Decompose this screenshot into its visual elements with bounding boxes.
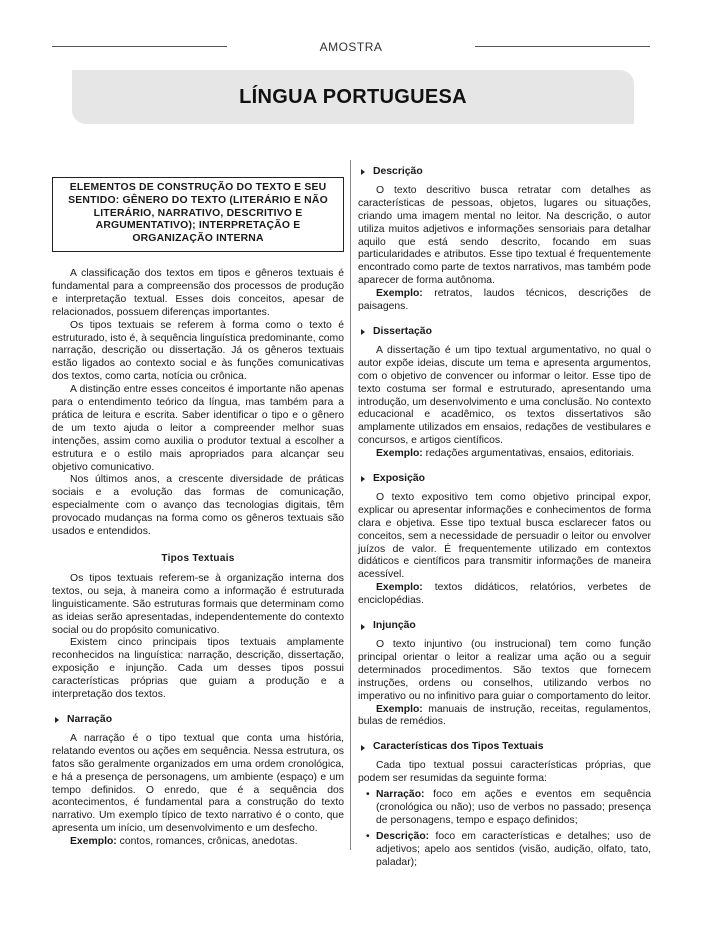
example-text: retratos, laudos técnicos, descrições de paisagens. [358, 288, 651, 313]
dissertacao-paragraph: A dissertação é um tipo textual argumentativo, no qual o autor expõe ideias, discute um tema e apresenta argumentos, com o objetivo de convencer ou informar o leitor. Esse tipo de texto costuma ser formal e estruturado, apresentando uma introdução, um desenvolvimento e uma conclusão. No contexto educacional e acadêmico, os textos dissertativos são amplamente utilizados em ensaios, redações de vestibulares e concursos, e artigos científicos. [358, 344, 651, 447]
triangle-bullet-icon [361, 745, 365, 751]
injuncao-paragraph: O texto injuntivo (ou instrucional) tem como função principal orientar o leitor a realizar uma ação ou a seguir determinados procedimentos. São textos que fornecem instruções, ordens ou conselhos, utilizando verbos no imperativo ou no infinitivo para guiar o comportamento do leitor. [358, 639, 651, 702]
tipos-paragraph-1: Os tipos textuais referem-se à organização interna dos textos, ou seja, à maneira como a informação é estruturada linguisticamente. São estruturas formais que determinam como as ideias serão apresentadas, independentemente do contexto social ou do propósito comunicativo. [52, 572, 344, 636]
subheading-narracao-label: Narração [67, 713, 113, 725]
left-column [52, 160, 344, 849]
example-label: Exemplo: [376, 288, 423, 300]
subject-banner [72, 70, 634, 124]
intro-paragraph-1: A classificação dos textos em tipos e gêneros textuais é fundamental para a compreensão dos processos de produção e interpretação textual. Esses dois conceitos, apesar de relacionados, possuem diferenças importantes. [52, 267, 344, 318]
example-label: Exemplo: [376, 582, 423, 594]
example-label: Exemplo: [376, 703, 423, 715]
bullet-text: foco em características e detalhes; uso de adjetivos; apelo aos sentidos (visão, audição, olfato, tato, paladar); [376, 830, 651, 868]
example-label: Exemplo: [70, 836, 117, 848]
triangle-bullet-icon [361, 329, 365, 335]
subheading-injuncao [358, 620, 651, 633]
subheading-dissertacao-label: Dissertação [373, 325, 432, 337]
example-text: redações argumentativas, ensaios, editoriais. [422, 448, 635, 460]
example-text: manuais de instrução, receitas, regulamentos, bulas de remédios. [358, 703, 651, 728]
example-text: textos didáticos, relatórios, verbetes de enciclopédias. [358, 582, 651, 607]
subheading-caracteristicas-label: Características dos Tipos Textuais [373, 741, 544, 753]
bullet-label: Narração: [376, 789, 425, 801]
triangle-bullet-icon [361, 169, 365, 175]
intro-paragraph-4: Nos últimos anos, a crescente diversidade de práticas sociais e a evolução das formas de comunicação, especialmente com o avanço das tecnologias digitais, têm provocado mudanças na forma como os gêneros textuais são usados e entendidos. [52, 474, 344, 538]
narracao-paragraph: A narração é o tipo textual que conta uma história, relatando eventos ou ações em sequência. Nessa estrutura, os fatos são geralmente organizados em uma ordem cronológica, e há a presença de personagens, um ambiente (espaço) e um tempo definidos. O enredo, que é a sequência dos acontecimentos, é fundamental para a construção do texto narrativo. Um exemplo típico de texto narrativo é o conto, que apresenta um início, um desenvolvimento e um desfecho. [52, 732, 344, 835]
bullet-text: foco em ações e eventos em sequência (cronológica ou não); uso de verbos no passado; presença de personagens, tempo e espaço definidos; [376, 789, 651, 826]
dissertacao-example [358, 448, 651, 461]
bullet-narracao [358, 789, 651, 828]
intro-paragraph-3: A distinção entre esses conceitos é importante não apenas para o entendimento teórico da língua, mas também para a prática de leitura e escrita. Saber identificar o tipo e o gênero de um texto ajuda o leitor a compreender melhor suas intenções, assim como auxilia o produtor textual a escolher a estrutura e o estilo mais apropriados para alcançar seu objetivo comunicativo. [52, 384, 344, 473]
triangle-bullet-icon [55, 717, 59, 723]
caracteristicas-paragraph: Cada tipo textual possui características próprias, que podem ser resumidas da seguinte forma: [358, 760, 651, 785]
subheading-injuncao-label: Injunção [373, 620, 416, 632]
topic-box: ELEMENTOS DE CONSTRUÇÃO DO TEXTO E SEU SENTIDO: GÊNERO DO TEXTO (LITERÁRIO E NÃO LITERÁRIO, NARRATIVO, DESCRITIVO E ARGUMENTATIVO); INTERPRETAÇÃO E ORGANIZAÇÃO INTERNA [52, 177, 344, 252]
bullet-label: Descrição: [376, 830, 430, 842]
bullet-dot-icon: • [366, 789, 370, 801]
bullet-dot-icon: • [366, 830, 370, 842]
subheading-dissertacao [358, 326, 651, 339]
subject-title: LÍNGUA PORTUGUESA [239, 86, 467, 108]
subheading-caracteristicas [358, 741, 651, 754]
section-title-tipos: Tipos Textuais [161, 553, 235, 565]
intro-paragraph-2: Os tipos textuais se referem à forma como o texto é estruturado, isto é, à sequência linguística predominante, como narração, descrição ou dissertação. Já os gêneros textuais estão ligados ao contexto social e às funções comunicativas dos textos, como carta, notícia ou crônica. [52, 319, 344, 383]
example-label: Exemplo: [376, 448, 423, 460]
subheading-narracao [52, 714, 344, 727]
exposicao-paragraph: O texto expositivo tem como objetivo principal expor, explicar ou apresentar informações e conhecimentos de forma clara e objetiva. Esse tipo textual busca esclarecer fatos ou conceitos, sem a necessidade de persuadir o leitor ou envolver juízos de valor. É frequentemente utilizado em contextos didáticos e científicos para transmitir informações de maneira acessível. [358, 491, 651, 581]
tipos-paragraph-2: Existem cinco principais tipos textuais amplamente reconhecidos na linguística: narração, descrição, dissertação, exposição e injunção. Cada um desses tipos possui características próprias que guiam a produção e a interpretação dos textos. [52, 637, 344, 701]
right-column [358, 160, 651, 870]
subheading-descricao [358, 166, 651, 179]
injuncao-example [358, 704, 651, 730]
bullet-descricao [358, 831, 651, 870]
column-divider [350, 160, 351, 850]
header-rule-right [475, 46, 650, 47]
descricao-example [358, 288, 651, 314]
subheading-exposicao [358, 473, 651, 486]
narracao-example [52, 836, 344, 849]
triangle-bullet-icon [361, 624, 365, 630]
triangle-bullet-icon [361, 476, 365, 482]
example-text: contos, romances, crônicas, anedotas. [116, 836, 298, 848]
sample-label: AMOSTRA [319, 40, 383, 54]
subheading-exposicao-label: Exposição [373, 473, 425, 485]
descricao-paragraph: O texto descritivo busca retratar com detalhes as características de pessoas, objetos, lugares ou situações, criando uma imagem mental no leitor. Na descrição, o autor utiliza muitos adjetivos e informações sensoriais para detalhar aquilo que está sendo descrito, focando em suas particularidades e atributos. Esse tipo textual é frequentemente encontrado como parte de textos narrativos, mas também pode aparecer de forma autônoma. [358, 184, 651, 287]
exposicao-example [358, 582, 651, 608]
subheading-descricao-label: Descrição [373, 166, 423, 177]
